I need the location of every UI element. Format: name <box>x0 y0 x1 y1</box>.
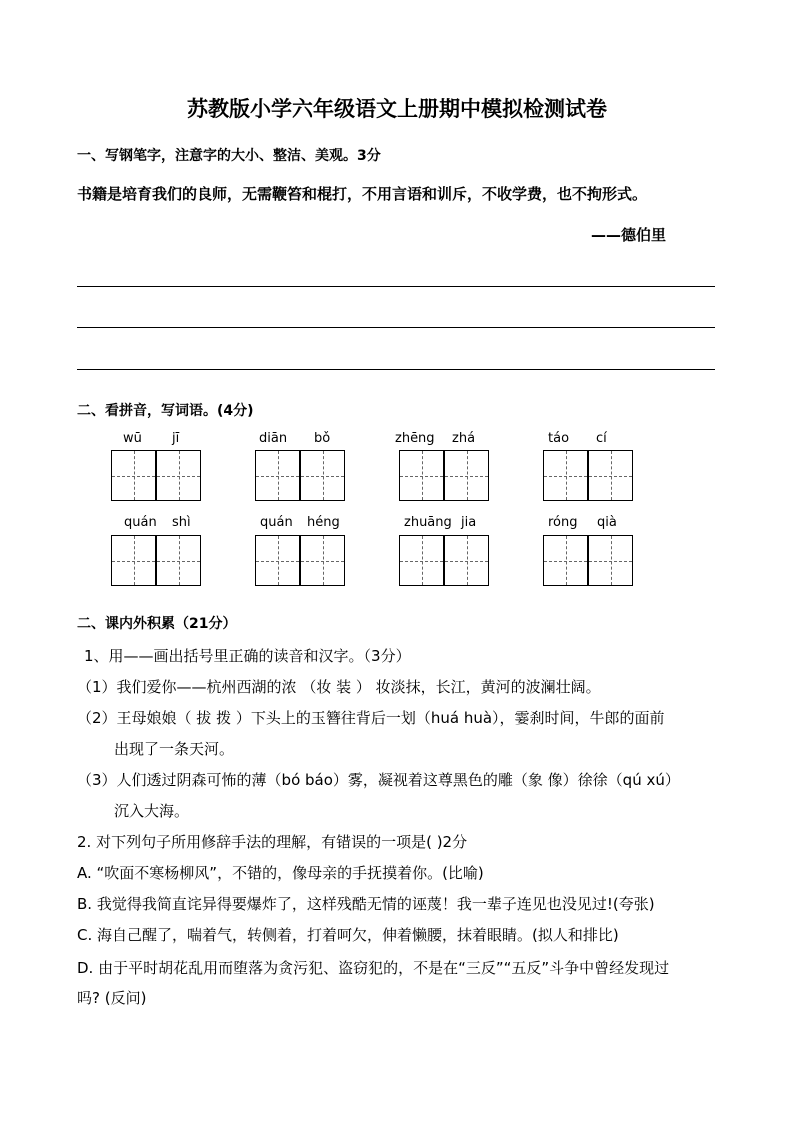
pinyin-label: qià <box>597 515 617 530</box>
section1-heading: 一、写钢笔字，注意字的大小、整洁、美观。3分 <box>77 148 381 164</box>
pinyin-label: wū <box>123 431 142 446</box>
writing-grid-cell[interactable] <box>543 535 588 586</box>
question-1-item-2-cont: 出现了一条天河。 <box>114 740 235 758</box>
section3-heading: 二、课内外积累（21分） <box>77 616 237 632</box>
writing-grid-cell[interactable] <box>111 535 156 586</box>
writing-grid-cell[interactable] <box>255 535 300 586</box>
writing-grid-cell[interactable] <box>444 535 489 586</box>
writing-grid-cell[interactable] <box>444 450 489 501</box>
writing-grid-cell[interactable] <box>588 535 633 586</box>
pinyin-label: zhēng <box>395 431 435 446</box>
writing-grid-cell[interactable] <box>588 450 633 501</box>
pinyin-label: quán <box>260 515 293 530</box>
pinyin-label: diān <box>259 431 288 446</box>
writing-grid-cell[interactable] <box>255 450 300 501</box>
writing-line-3[interactable] <box>77 369 715 370</box>
pinyin-label: cí <box>596 431 607 446</box>
writing-grid-cell[interactable] <box>111 450 156 501</box>
writing-grid-cell[interactable] <box>399 535 444 586</box>
pinyin-label: jia <box>461 515 477 530</box>
writing-grid-cell[interactable] <box>300 450 345 501</box>
pinyin-label: bǒ <box>314 431 331 446</box>
question-1-item-2: （2）王母娘娘（ 拔 拨 ）下头上的玉簪往背后一划（huá huà），霎刹时间，牛郎的面前 <box>77 709 665 727</box>
pinyin-label: quán <box>124 515 157 530</box>
writing-grid-cell[interactable] <box>156 450 201 501</box>
writing-grid-cell[interactable] <box>399 450 444 501</box>
question-1-item-3: （3）人们透过阴森可怖的薄（bó báo）雾，凝视着这尊黑色的雕（象 像）徐徐（qú xú） <box>77 771 680 789</box>
page-title: 苏教版小学六年级语文上册期中模拟检测试卷 <box>187 97 607 121</box>
writing-line-1[interactable] <box>77 286 715 287</box>
pinyin-label: zhuāng <box>404 515 452 530</box>
option-a: A. “吹面不寒杨柳风”，不错的，像母亲的手抚摸着你。(比喻) <box>77 864 484 882</box>
pinyin-label: héng <box>307 515 340 530</box>
writing-grid-cell[interactable] <box>543 450 588 501</box>
writing-grid-cell[interactable] <box>156 535 201 586</box>
writing-grid-cell[interactable] <box>300 535 345 586</box>
pinyin-label: táo <box>548 431 570 446</box>
option-d-cont: 吗? (反问) <box>77 989 147 1007</box>
question-2: 2. 对下列句子所用修辞手法的理解，有错误的一项是( )2分 <box>77 833 468 851</box>
question-1-item-3-cont: 沉入大海。 <box>114 802 190 820</box>
question-1-item-1: （1）我们爱你——杭州西湖的浓 （妆 装 ） 妆淡抹，长江，黄河的波澜壮阔。 <box>77 678 601 696</box>
option-b: B. 我觉得我简直诧异得要爆炸了，这样残酷无情的诬蔑！我一辈子连见也没见过!(夸张) <box>77 895 655 913</box>
section2-heading: 二、看拼音，写词语。(4分) <box>77 403 254 419</box>
question-1: 1、用——画出括号里正确的读音和汉字。（3分） <box>84 647 411 665</box>
option-c: C. 海自己醒了，喘着气，转侧着，打着呵欠，伸着懒腰，抹着眼睛。(拟人和排比) <box>77 926 619 944</box>
pinyin-label: shì <box>172 515 191 530</box>
writing-line-2[interactable] <box>77 327 715 328</box>
option-d: D. 由于平时胡花乱用而堕落为贪污犯、盗窃犯的，不是在“三反”“五反”斗争中曾经发现过 <box>77 959 670 977</box>
pinyin-label: róng <box>548 515 578 530</box>
pinyin-label: jī <box>172 431 180 446</box>
pinyin-label: zhá <box>452 431 476 446</box>
section1-author: ——德伯里 <box>591 226 667 244</box>
section1-quote: 书籍是培育我们的良师，无需鞭笞和棍打，不用言语和训斥，不收学费，也不拘形式。 <box>77 185 648 203</box>
